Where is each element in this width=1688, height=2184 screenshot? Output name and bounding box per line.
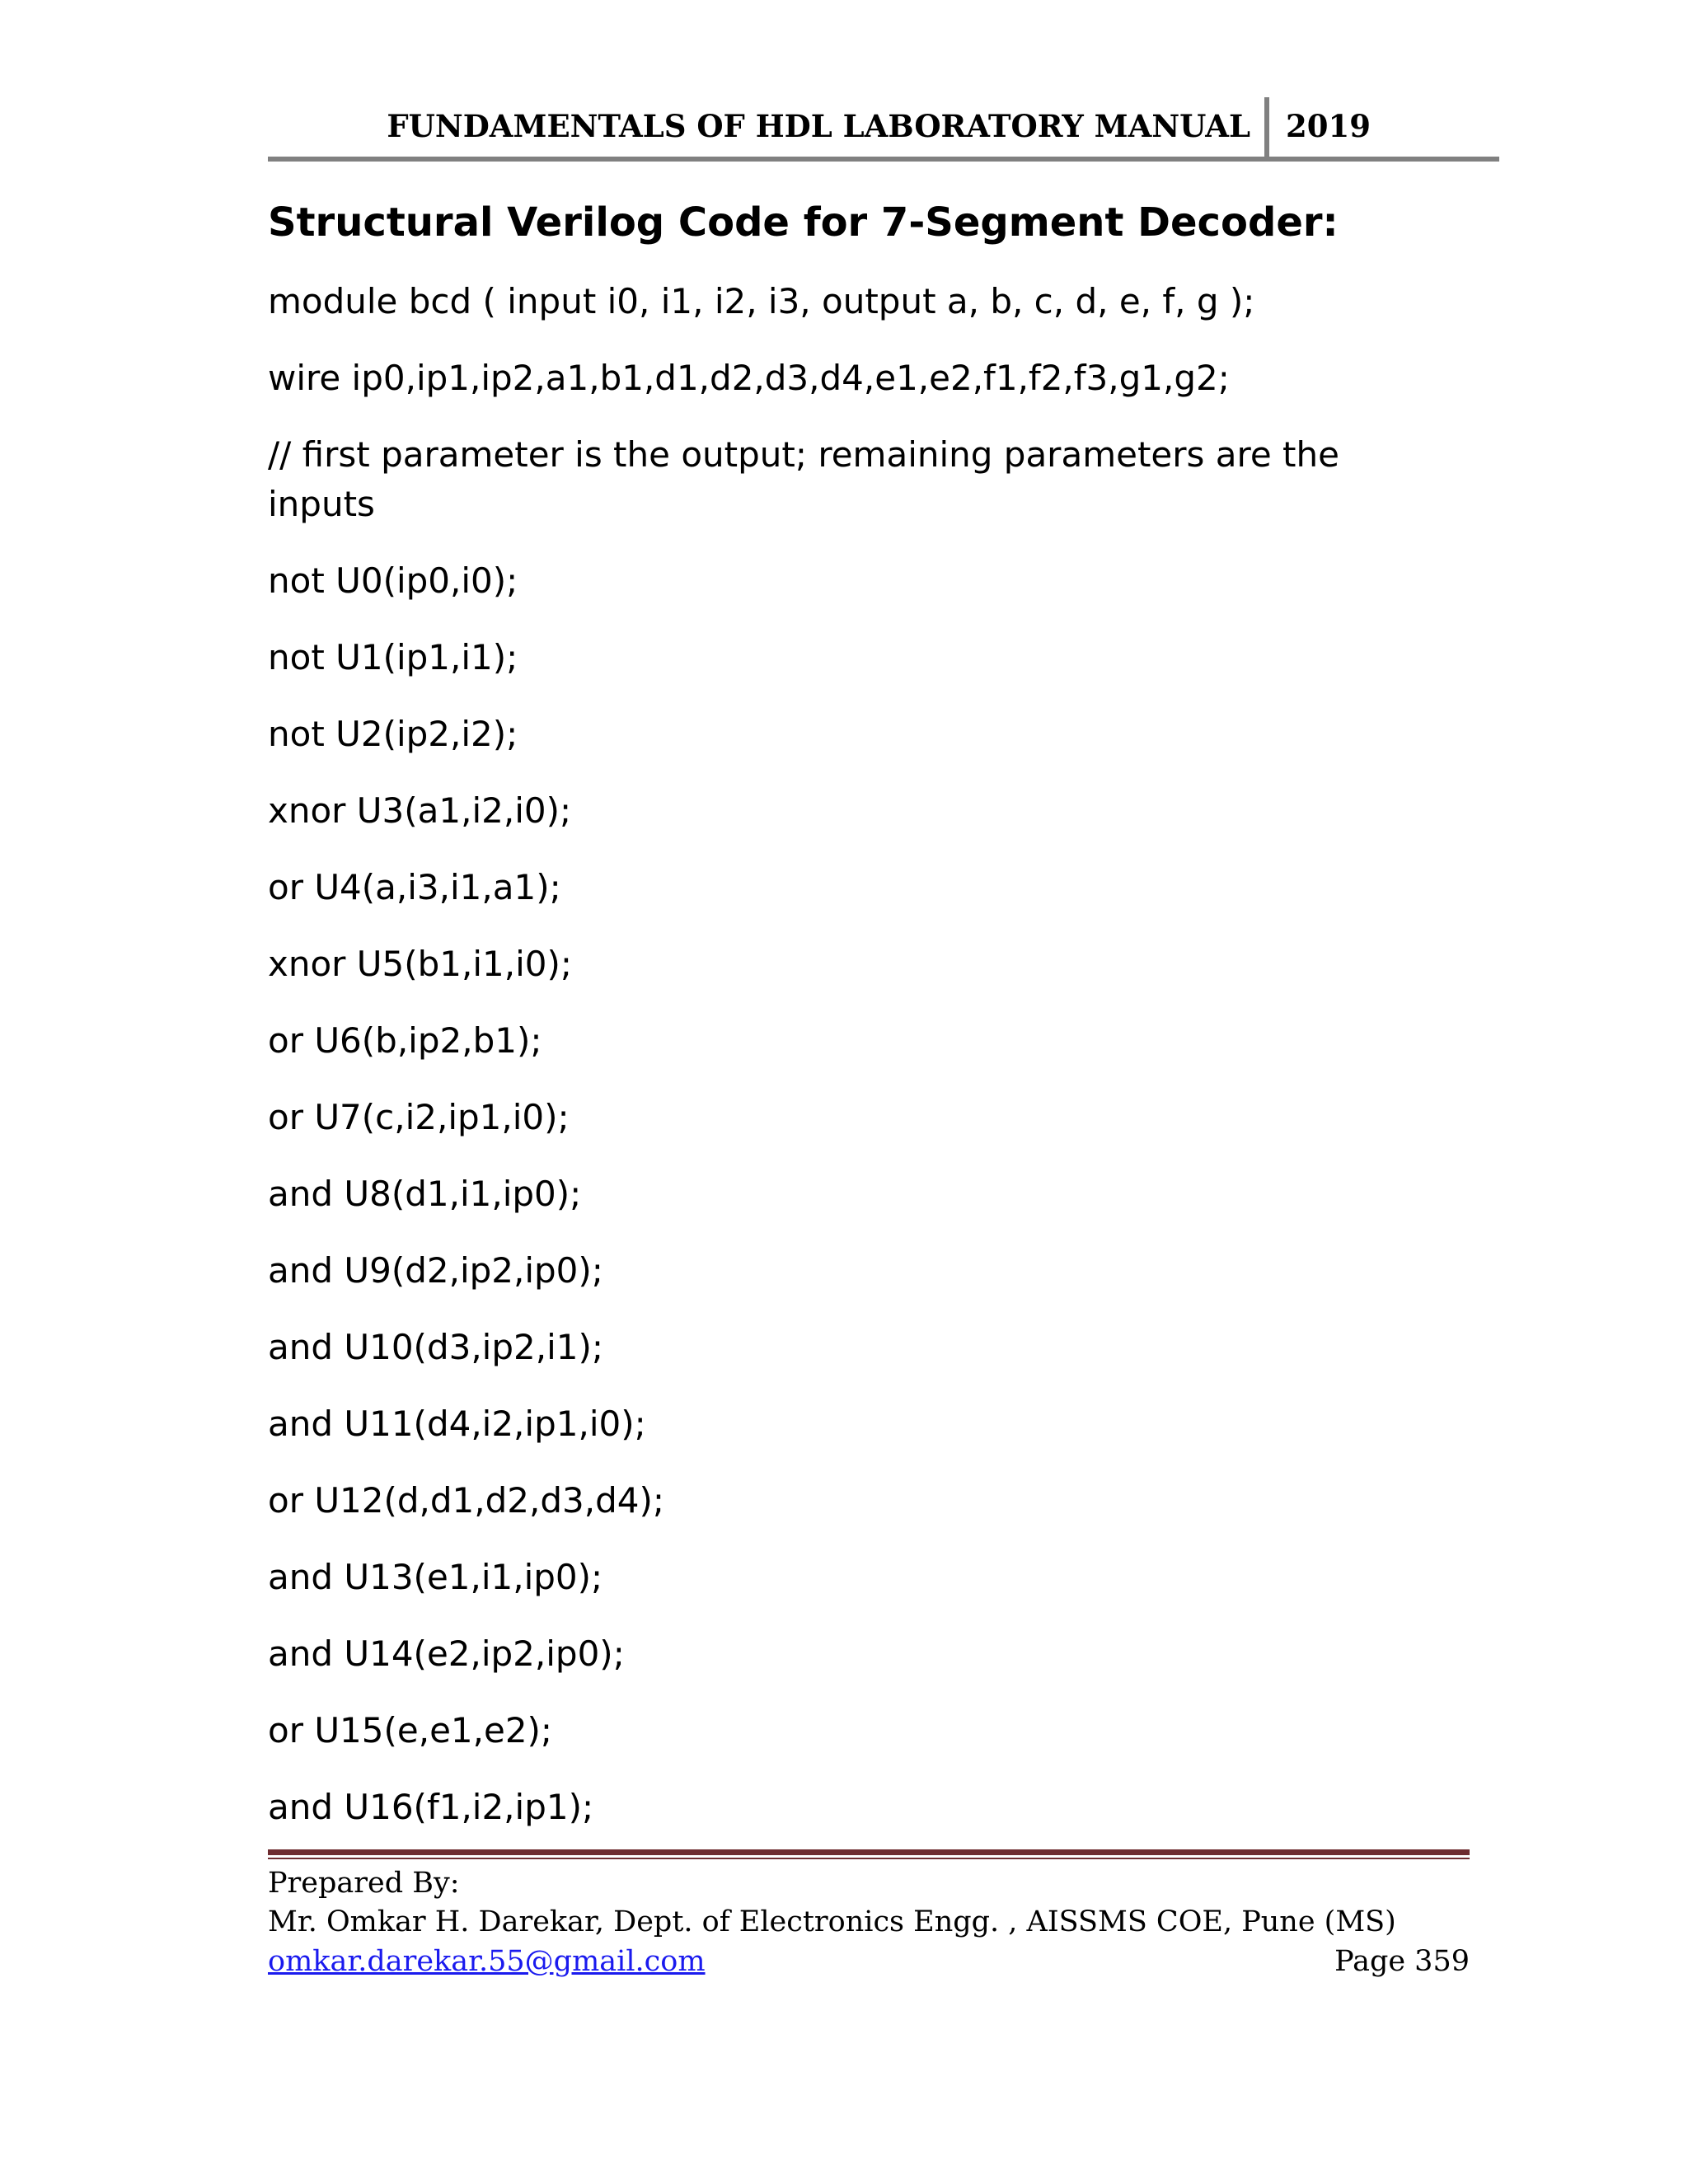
footer-author: Mr. Omkar H. Darekar, Dept. of Electronics Engg. , AISSMS COE, Pune (MS) <box>268 1905 1396 1938</box>
code-line: xnor U5(b1,i1,i0); <box>268 944 573 984</box>
footer-rule-thin <box>268 1858 1470 1859</box>
code-line: // first parameter is the output; remaining parameters are the <box>268 434 1339 475</box>
code-line: wire ip0,ip1,ip2,a1,b1,d1,d2,d3,d4,e1,e2,f1,f2,f3,g1,g2; <box>268 358 1230 398</box>
code-line: or U6(b,ip2,b1); <box>268 1020 542 1061</box>
code-line: and U16(f1,i2,ip1); <box>268 1787 594 1827</box>
section-heading: Structural Verilog Code for 7-Segment Decoder: <box>268 199 1339 246</box>
code-line: and U14(e2,ip2,ip0); <box>268 1633 625 1674</box>
footer-prepared-by: Prepared By: <box>268 1867 460 1900</box>
header-rule <box>268 157 1499 162</box>
code-line: or U15(e,e1,e2); <box>268 1710 553 1750</box>
code-line: or U12(d,d1,d2,d3,d4); <box>268 1480 665 1521</box>
code-line: module bcd ( input i0, i1, i2, i3, output a, b, c, d, e, f, g ); <box>268 281 1255 321</box>
footer-email-line <box>268 1943 706 1980</box>
code-line: or U4(a,i3,i1,a1); <box>268 867 561 907</box>
running-header-year: 2019 <box>1286 108 1371 144</box>
code-line: inputs <box>268 484 375 524</box>
footer-email-link[interactable]: omkar.darekar.55@gmail.com <box>268 1945 706 1978</box>
code-line: xnor U3(a1,i2,i0); <box>268 790 572 831</box>
code-line: and U13(e1,i1,ip0); <box>268 1557 603 1597</box>
code-line: and U10(d3,ip2,i1); <box>268 1327 603 1367</box>
code-line: and U9(d2,ip2,ip0); <box>268 1250 603 1291</box>
running-header-title: FUNDAMENTALS OF HDL LABORATORY MANUAL <box>387 108 1250 144</box>
code-line: not U1(ip1,i1); <box>268 637 518 677</box>
footer-rule <box>268 1849 1470 1855</box>
code-line: and U8(d1,i1,ip0); <box>268 1174 582 1214</box>
header-divider <box>1264 97 1269 162</box>
page-number: Page 359 <box>1334 1945 1470 1978</box>
code-line: or U7(c,i2,ip1,i0); <box>268 1097 570 1137</box>
code-line: not U0(ip0,i0); <box>268 560 518 601</box>
code-line: and U11(d4,i2,ip1,i0); <box>268 1404 646 1444</box>
code-line: not U2(ip2,i2); <box>268 714 518 754</box>
